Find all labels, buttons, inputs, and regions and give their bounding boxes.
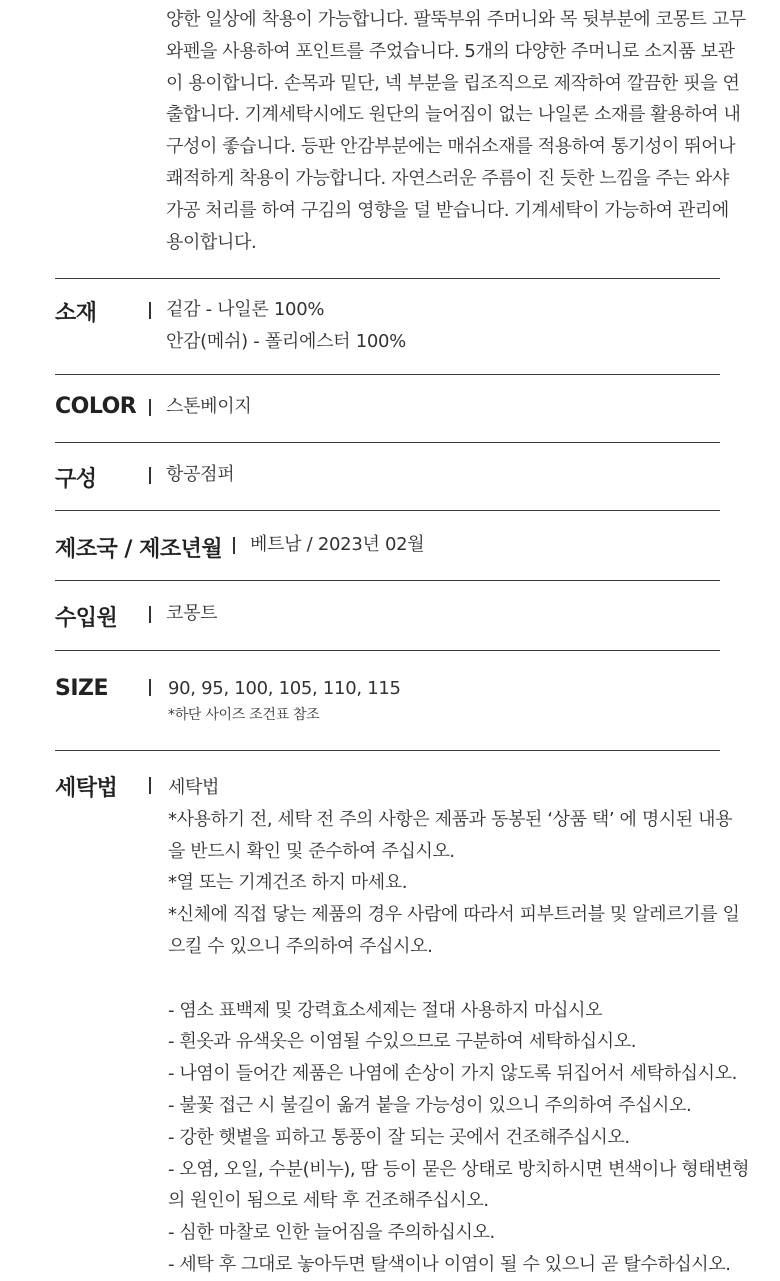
washing-line: - 오염, 오일, 수분(비누), 땀 등이 묻은 상태로 방치하시면 변색이나 형태변형 [168,1158,750,1180]
washing-line: *사용하기 전, 세탁 전 주의 사항은 제품과 동봉된 ‘상품 택’ 에 명시된 내용 [168,808,733,830]
washing-line: *열 또는 기계건조 하지 마세요. [168,872,408,894]
color-label: COLOR [55,394,137,419]
washing-line: - 심한 마찰로 인한 늘어짐을 주의하십시오. [168,1222,495,1244]
washing-line: - 흰옷과 유색옷은 이염될 수있으므로 구분하여 세탁하십시오. [168,1031,637,1053]
washing-label: 세탁법 [55,776,118,801]
separator-bar [149,679,151,696]
separator-bar [149,399,151,416]
divider [55,278,720,279]
divider [55,442,720,443]
washing-line: *신체에 직접 닿는 제품의 경우 사람에 따라서 피부트러블 및 알레르기를 일 [168,904,740,926]
divider [55,374,720,375]
separator-bar [149,467,151,484]
description-line: 구성이 좋습니다. 등판 안감부분에는 매쉬소재를 적용하여 통기성이 뛰어나 [166,136,736,158]
description-line: 와펜을 사용하여 포인트를 주었습니다. 5개의 다양한 주머니로 소지품 보관 [166,40,735,62]
description-line: 이 용이합니다. 손목과 밑단, 넥 부분을 립조직으로 제작하여 깔끔한 핏을 연 [166,72,740,94]
washing-instructions [168,772,748,1281]
size-value [168,673,401,725]
origin-value: 베트남 / 2023년 02월 [250,534,425,555]
separator-bar [233,537,235,554]
divider [55,750,720,751]
importer-label: 수입원 [55,606,118,631]
size-label: SIZE [55,676,109,701]
description-line: 양한 일상에 착용이 가능합니다. 팔뚝부위 주머니와 목 뒷부분에 코몽트 고무 [166,9,746,30]
separator-bar [149,777,151,794]
divider [55,510,720,511]
washing-line: - 염소 표백제 및 강력효소세제는 절대 사용하지 마십시오 [168,999,603,1021]
description-line: 출합니다. 기계세탁시에도 원단의 늘어짐이 없는 나일론 소재를 활용하여 내 [166,104,741,126]
washing-line: - 나염이 들어간 제품은 나염에 손상이 가지 않도록 뒤집어서 세탁하십시오. [168,1063,737,1085]
washing-line: 의 원인이 됨으로 세탁 후 건조해주십시오. [168,1190,489,1212]
washing-line: - 세탁 후 그대로 놓아두면 탈색이나 이염이 될 수 있으니 곧 탈수하십시오. [168,1253,731,1275]
material-line: 겉감 - 나일론 100% [166,299,325,320]
product-description [166,4,746,258]
divider [55,650,720,651]
composition-value: 항공점퍼 [166,464,235,485]
blank-line [168,963,748,995]
composition-label: 구성 [55,467,97,492]
material-line: 안감(메쉬) - 폴리에스터 100% [166,330,406,352]
material-value [166,294,406,358]
divider [55,580,720,581]
separator-bar [149,606,151,623]
origin-label: 제조국 / 제조년월 [55,537,223,562]
size-note: *하단 사이즈 조건표 참조 [168,706,320,723]
washing-line: 으킬 수 있으니 주의하여 주십시오. [168,935,433,957]
washing-line: - 강한 햇볕을 피하고 통풍이 잘 되는 곳에서 건조해주십시오. [168,1126,630,1148]
description-line: 가공 처리를 하여 구김의 영향을 덜 받습니다. 기계세탁이 가능하여 관리에 [166,199,729,221]
material-label: 소재 [55,301,97,326]
washing-line: 을 반드시 확인 및 준수하여 주십시오. [168,840,455,862]
size-list: 90, 95, 100, 105, 110, 115 [168,678,401,699]
importer-value: 코몽트 [166,603,218,624]
separator-bar [149,302,151,319]
washing-line: - 불꽃 접근 시 불길이 옮겨 붙을 가능성이 있으니 주의하여 주십시오. [168,1094,692,1116]
color-value: 스톤베이지 [166,396,252,417]
description-line: 쾌적하게 착용이 가능합니다. 자연스러운 주름이 진 듯한 느낌을 주는 와샤 [166,167,729,189]
washing-line: 세탁법 [168,777,219,798]
description-line: 용이합니다. [166,231,257,253]
